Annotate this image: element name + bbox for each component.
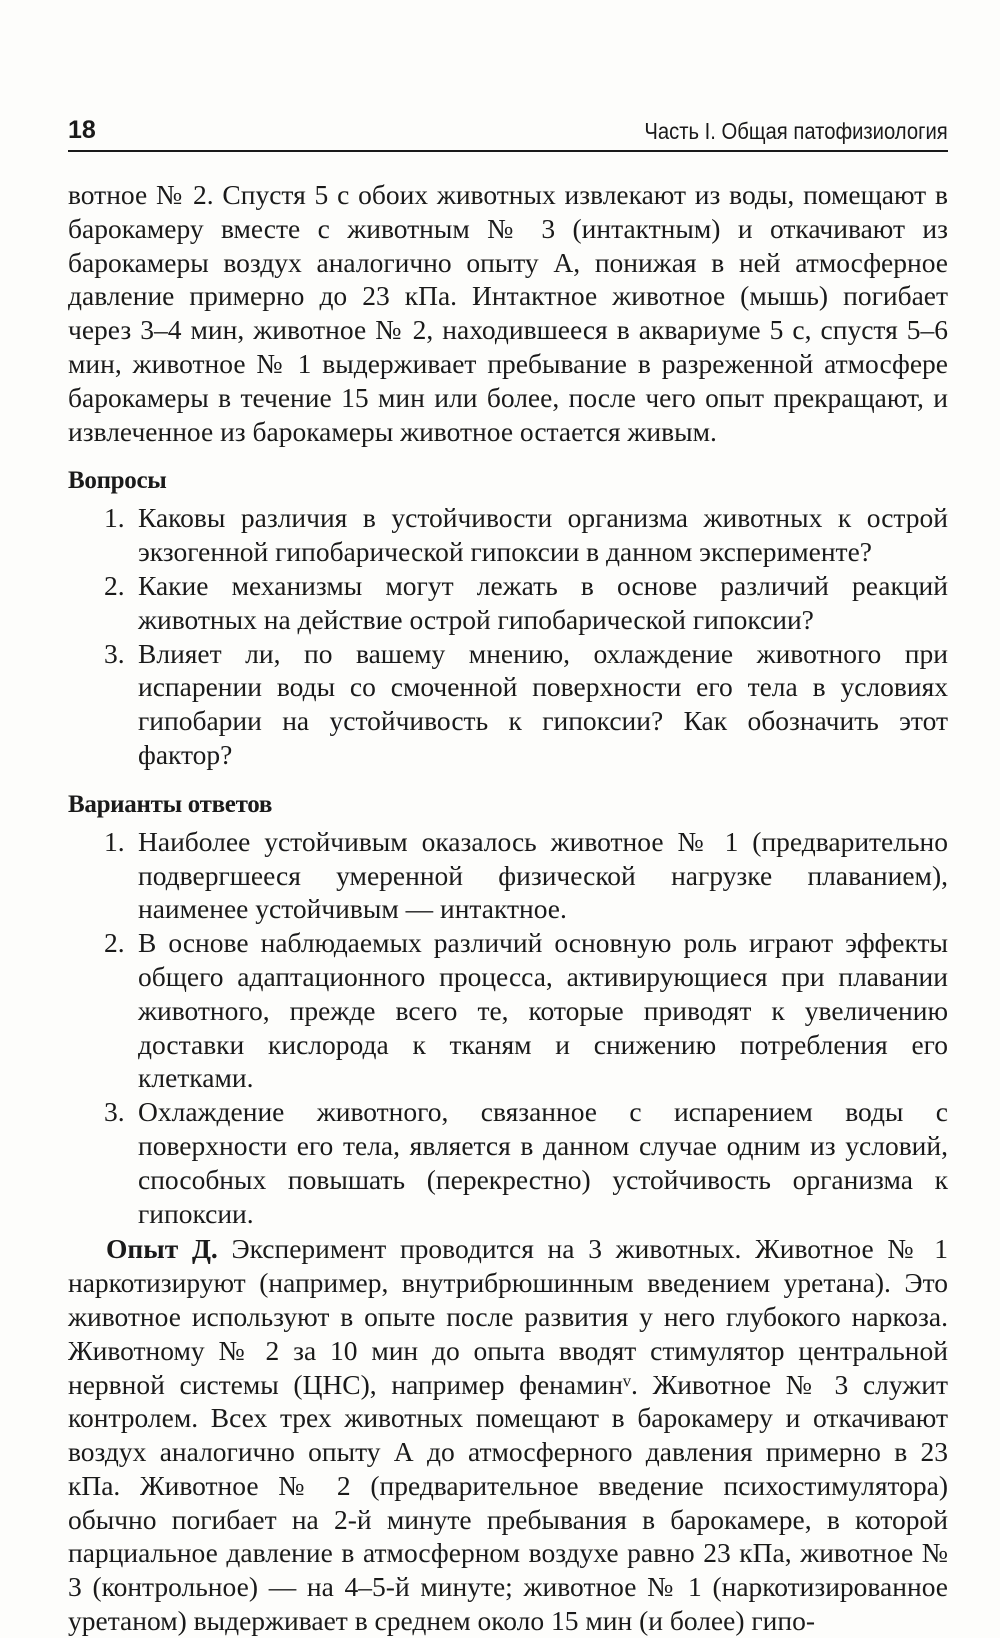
experiment-d-lead: Опыт Д. [106, 1233, 218, 1265]
page-header [68, 112, 948, 152]
experiment-d-text: Эксперимент проводится на 3 животных. Животное № 1 наркотизируют (например, внутрибрюшинным введением уретана). Это животное используют в опыте после развития у него глубокого наркоза. Животному № 2 за 10 мин до опыта вводят стимулятор центральной нервной системы (ЦНС), например фенамин [68, 1233, 948, 1400]
questions-list [68, 501, 948, 771]
running-head: Часть I. Общая патофизиология [644, 118, 948, 144]
item-text: Какие механизмы могут лежать в основе различий реакций животных на действие острой гипобарической гипоксии? [138, 569, 948, 635]
item-number: 1. [104, 825, 125, 857]
footnote-mark: ᵛ [622, 1368, 632, 1400]
item-number: 3. [104, 637, 125, 669]
item-text: Влияет ли, по вашему мнению, охлаждение животного при испарении воды со смоченной поверхности его тела в условиях гипобарии на устойчивость к гипоксии? Как обозначить этот фактор? [138, 637, 948, 770]
item-number: 1. [104, 502, 125, 534]
intro-paragraph: вотное № 2. Спустя 5 с обоих животных извлекают из воды, помещают в барокамеру вместе с животным № 3 (интактным) и откачивают из барокамеры воздух аналогично опыту А, понижая в ней атмосферное давление примерно до 23 кПа. Интактное животное (мышь) погибает через 3–4 мин, животное № 2, находившееся в аквариуме 5 с, спустя 5–6 мин, животное № 1 выдерживает пребывание в разреженной атмосфере барокамеры в течение 15 мин или более, после чего опыт прекращают, и извлеченное из барокамеры животное остается живым. [68, 179, 948, 447]
list-item [68, 926, 948, 1095]
item-number: 2. [104, 569, 125, 601]
list-item [68, 825, 948, 926]
list-item [68, 637, 948, 772]
list-item [68, 1095, 948, 1230]
item-text: В основе наблюдаемых различий основную роль играют эффекты общего адаптационного процесса, активирующиеся при плавании животного, прежде всего те, которые приводят к увеличению доставки кислорода к тканям и снижению потребления его клетками. [138, 927, 948, 1094]
item-number: 2. [104, 927, 125, 959]
item-number: 3. [104, 1096, 125, 1128]
experiment-d-text-continued: . Животное № 3 служит контролем. Всех трех животных помещают в барокамеру и откачивают воздух аналогично опыту А до атмосферного давления примерно в 23 кПа. Животное № 2 (предварительное введение психостимулятора) обычно погибает на 2-й минуте пребывания в барокамере, в которой парциальное давление в атмосферном воздухе равно 23 кПа, животное № 3 (контрольное) — на 4–5-й минуте; животное № 1 (наркотизированное уретаном) выдерживает в среднем около 15 мин (и более) гипо- [68, 1368, 948, 1637]
page-number: 18 [68, 116, 96, 144]
item-text: Каковы различия в устойчивости организма животных к острой экзогенной гипобарической гипоксии в данном эксперименте? [138, 502, 948, 568]
answers-list [68, 825, 948, 1231]
list-item [68, 569, 948, 637]
questions-heading: Вопросы [68, 467, 167, 495]
list-item [68, 501, 948, 569]
experiment-d-paragraph [68, 1232, 948, 1638]
answers-heading: Варианты ответов [68, 790, 273, 818]
item-text: Наиболее устойчивым оказалось животное № 1 (предварительно подвергшееся умеренной физической нагрузке плаванием), наименее устойчивым — интактное. [138, 825, 948, 925]
item-text: Охлаждение животного, связанное с испарением воды с поверхности его тела, является в данном случае одним из условий, способных повышать (перекрестно) устойчивость организма к гипоксии. [138, 1096, 948, 1229]
body-text [68, 178, 948, 1638]
